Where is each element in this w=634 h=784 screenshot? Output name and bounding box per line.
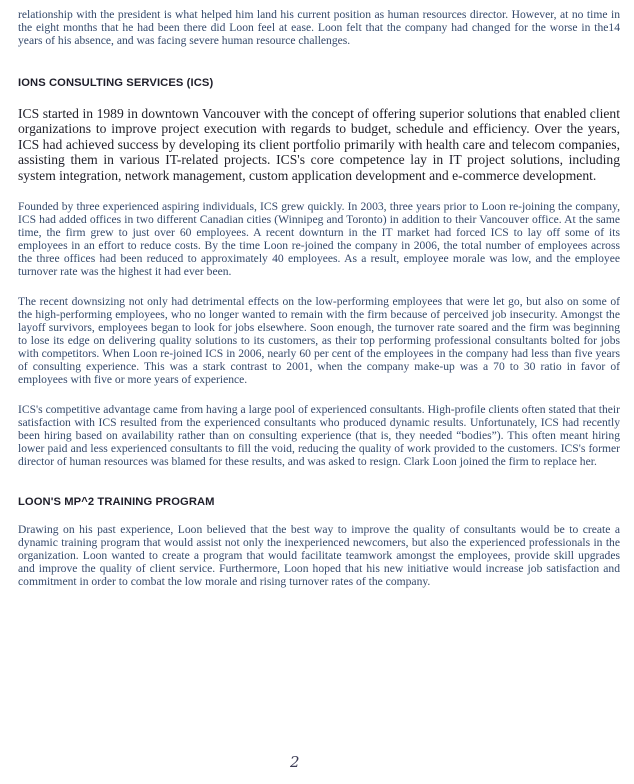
ics-overview-paragraph: ICS started in 1989 in downtown Vancouver with the concept of offering superior solutions that enabled client organizations to improve project execution with regards to budget, schedule and efficiency. Over the years, ICS had achieved success by developing its client portfolio primarily with health care and telecom companies, assisting them in various IT-related projects. ICS's core competence lay in IT project solutions, including system integration, network management, custom application development and e-commerce development. bbox=[18, 106, 620, 183]
ics-downsizing-paragraph: The recent downsizing not only had detrimental effects on the low-performing employees that were let go, but also on some of the high-performing employees, who no longer wanted to remain with the firm because of perceived job insecurity. Amongst the layoff survivors, employees began to look for jobs elsewhere. Soon enough, the turnover rate soared and the firm was beginning to lose its edge on delivering quality solutions to its customers, as their top performing professional consultants bolted for jobs with competitors. When Loon re-joined ICS in 2006, nearly 60 per cent of the employees in the company had less than five years of consulting experience. This was a stark contrast to 2001, when the company make-up was a 70 to 30 ratio in favor of employees with five or more years of experience. bbox=[18, 295, 620, 387]
mp2-training-paragraph: Drawing on his past experience, Loon believed that the best way to improve the quality of consultants would be to create a dynamic training program that would assist not only the inexperienced newcomers, but also the experienced professionals in the organization. Loon wanted to create a program that would facilitate teamwork amongst the employees, provide skill upgrades and improve the quality of client service. Furthermore, Loon hoped that his new initiative would increase job satisfaction and commitment in order to combat the low morale and rising turnover rates of the company. bbox=[18, 523, 620, 589]
page-number: 2 bbox=[290, 753, 300, 771]
ics-competitive-advantage-paragraph: ICS's competitive advantage came from having a large pool of experienced consultants. High-profile clients often stated that their satisfaction with ICS resulted from the experienced consultants who produced dynamic results. Unfortunately, ICS had recently been hiring based on availability rather than on consulting experience (that is, they needed “bodies”). This often meant hiring lower paid and less experienced consultants to fill the void, reducing the quality of work provided to the customers. ICS's former director of human resources was blamed for these results, and was asked to resign. Clark Loon joined the firm to replace her. bbox=[18, 403, 620, 469]
ics-section-heading: IONS CONSULTING SERVICES (ICS) bbox=[18, 77, 214, 89]
intro-continuation-paragraph: relationship with the president is what helped him land his current position as human resources director. However, at no time in the eight months that he had been there did Loon feel at ease. Loon felt that the company had changed for the worse in the14 years of his absence, and was facing severe human resource challenges. bbox=[18, 8, 620, 47]
mp2-section-heading: LOON'S MP^2 TRAINING PROGRAM bbox=[18, 496, 215, 509]
ics-growth-paragraph: Founded by three experienced aspiring individuals, ICS grew quickly. In 2003, three years prior to Loon re-joining the company, ICS had added offices in two different Canadian cities (Winnipeg and Toronto) in addition to their Vancouver office. At the same time, the firm grew to just over 60 employees. A recent downturn in the IT market had forced ICS to lay off some of its employees in an effort to reduce costs. By the time Loon re-joined the company in 2006, the total number of employees across the three offices had been reduced to approximately 40 employees. As a result, employee morale was low, and the employee turnover rate was the highest it had ever been. bbox=[18, 200, 620, 279]
